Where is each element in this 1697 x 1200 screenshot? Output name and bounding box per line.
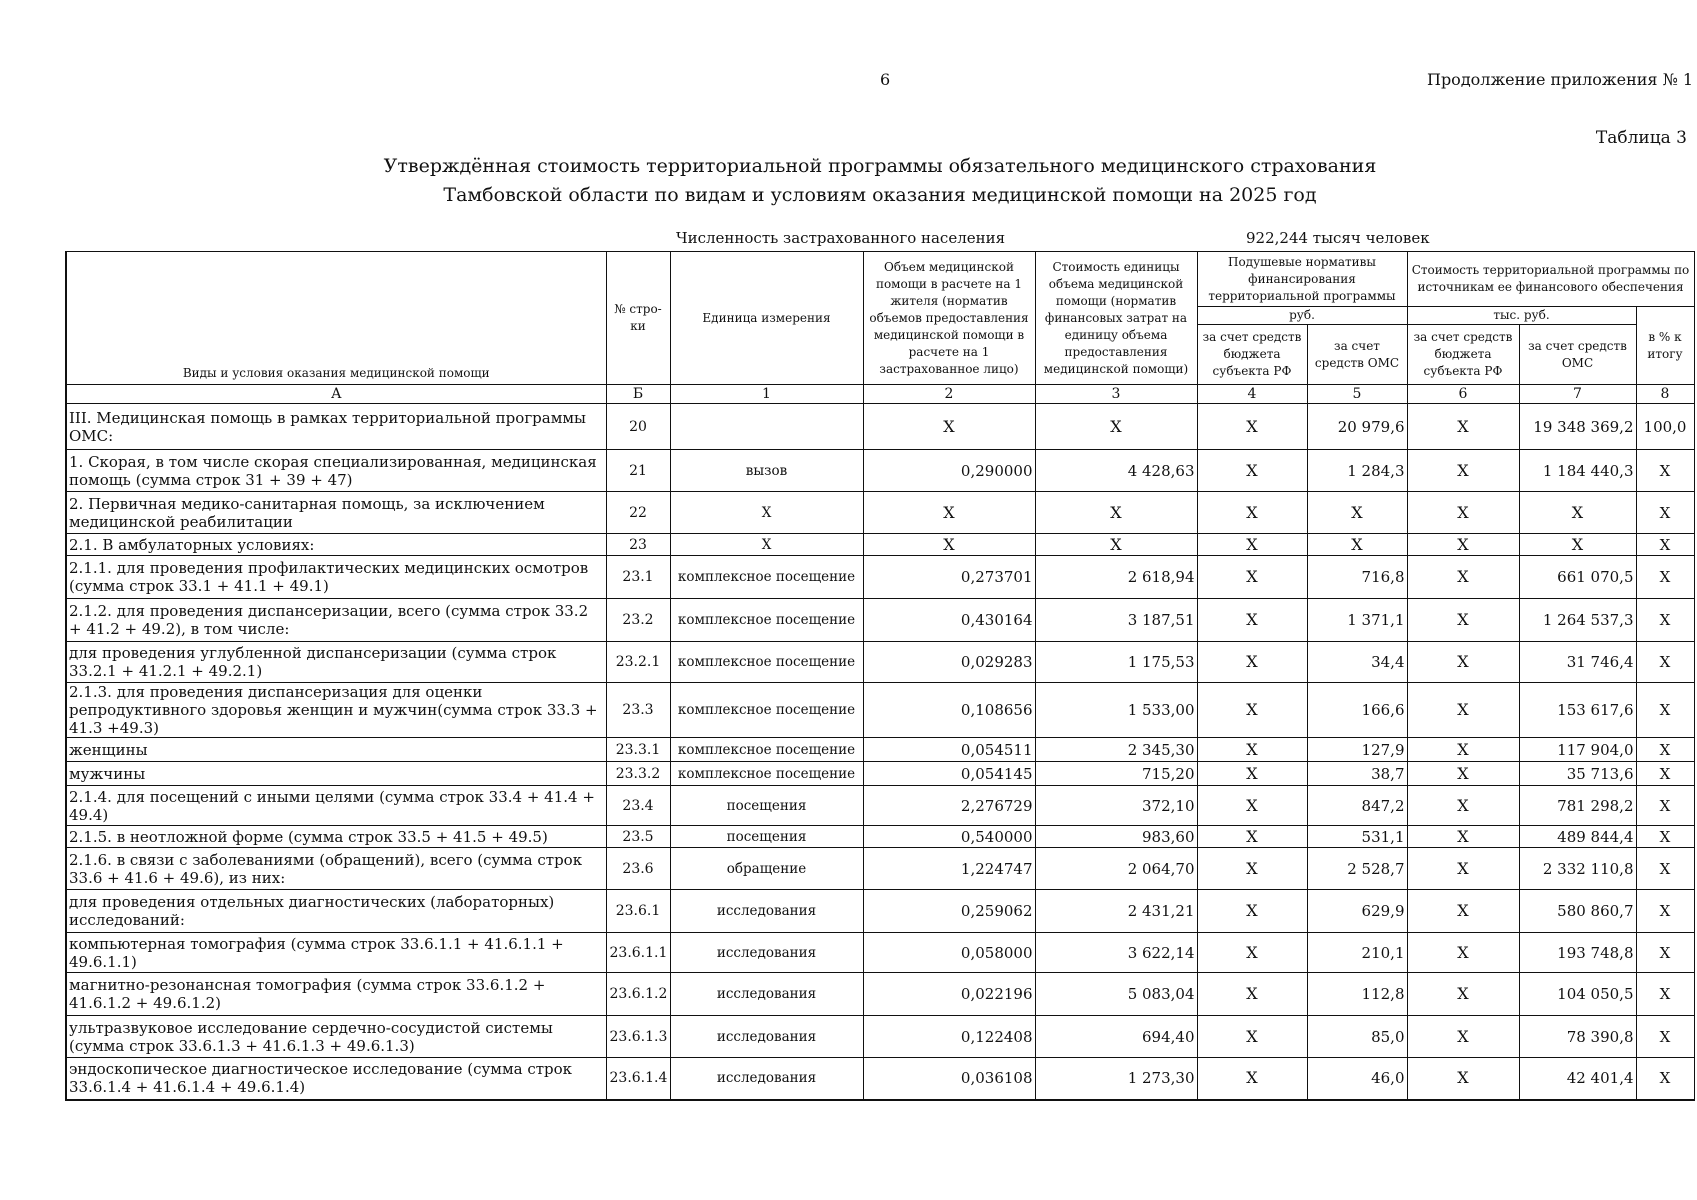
row-unit-cost: 1 273,30 (1035, 1058, 1197, 1100)
header-cost-budget: за счет средств бюджета субъекта РФ (1407, 325, 1519, 385)
row-volume: 0,029283 (863, 642, 1035, 683)
column-letter: Б (606, 385, 670, 404)
row-cost-budget: X (1407, 450, 1519, 492)
row-unit: комплексное посещение (670, 599, 863, 642)
row-cost-budget: X (1407, 556, 1519, 599)
row-cost-oms: 1 184 440,3 (1519, 450, 1636, 492)
row-cost-budget: X (1407, 762, 1519, 786)
row-per-capita-oms: 716,8 (1307, 556, 1407, 599)
row-cost-pct: X (1636, 933, 1694, 973)
row-per-capita-oms: 1 284,3 (1307, 450, 1407, 492)
row-cost-pct: X (1636, 1058, 1694, 1100)
row-volume: 0,290000 (863, 450, 1035, 492)
row-code: 21 (606, 450, 670, 492)
row-cost-pct: X (1636, 599, 1694, 642)
row-cost-pct: X (1636, 762, 1694, 786)
row-unit-cost: X (1035, 492, 1197, 534)
column-letter: 8 (1636, 385, 1694, 404)
table-body (66, 404, 1694, 1100)
header-name: Виды и условия оказания медицинской помощи (66, 252, 606, 385)
row-per-capita-oms: 85,0 (1307, 1016, 1407, 1058)
column-letters-row (66, 385, 1694, 404)
row-cost-budget: X (1407, 973, 1519, 1016)
row-per-capita-budget: X (1197, 556, 1307, 599)
row-cost-pct: 100,0 (1636, 404, 1694, 450)
table-row (66, 848, 1694, 890)
header-unit-cost: Стоимость единицы объема медицинской помощи (норматив финансовых затрат на единицу объема предоставления медицинской помощи) (1035, 252, 1197, 385)
row-cost-oms: 42 401,4 (1519, 1058, 1636, 1100)
row-per-capita-oms: 2 528,7 (1307, 848, 1407, 890)
row-name: 2.1.5. в неотложной форме (сумма строк 33.5 + 41.5 + 49.5) (66, 826, 606, 848)
row-cost-oms: X (1519, 492, 1636, 534)
row-unit: исследования (670, 1016, 863, 1058)
row-per-capita-oms: 629,9 (1307, 890, 1407, 933)
row-code: 23.6 (606, 848, 670, 890)
row-unit-cost: 5 083,04 (1035, 973, 1197, 1016)
row-code: 23.3.2 (606, 762, 670, 786)
row-code: 23.6.1.1 (606, 933, 670, 973)
header-per-capita-budget: за счет средств бюджета субъекта РФ (1197, 325, 1307, 385)
table-row (66, 786, 1694, 826)
header-cost-unit: тыс. руб. (1407, 307, 1636, 325)
row-per-capita-budget: X (1197, 848, 1307, 890)
row-unit: комплексное посещение (670, 642, 863, 683)
row-unit: посещения (670, 786, 863, 826)
row-cost-oms: 193 748,8 (1519, 933, 1636, 973)
row-name: компьютерная томография (сумма строк 33.6.1.1 + 41.6.1.1 + 49.6.1.1) (66, 933, 606, 973)
row-cost-pct: X (1636, 786, 1694, 826)
row-cost-pct: X (1636, 492, 1694, 534)
table-row (66, 890, 1694, 933)
row-code: 23.2.1 (606, 642, 670, 683)
row-cost-oms: X (1519, 534, 1636, 556)
row-cost-oms: 35 713,6 (1519, 762, 1636, 786)
title-line-1: Утверждённая стоимость территориальной программы обязательного медицинского страхования (383, 155, 1377, 177)
page-number: 6 (880, 70, 891, 89)
column-letter: 4 (1197, 385, 1307, 404)
row-unit-cost: 3 622,14 (1035, 933, 1197, 973)
row-cost-budget: X (1407, 404, 1519, 450)
row-name: 1. Скорая, в том числе скорая специализированная, медицинская помощь (сумма строк 31 + 39 + 47) (66, 450, 606, 492)
row-unit-cost: 2 345,30 (1035, 738, 1197, 762)
population-label: Численность застрахованного населения (676, 229, 1006, 247)
row-cost-oms: 104 050,5 (1519, 973, 1636, 1016)
header-volume: Объем медицинской помощи в расчете на 1 жителя (норматив объемов предоставления медицинской помощи в расчете на 1 застрахованное лицо) (863, 252, 1035, 385)
row-per-capita-oms: X (1307, 534, 1407, 556)
row-code: 23 (606, 534, 670, 556)
row-cost-pct: X (1636, 534, 1694, 556)
row-code: 23.6.1 (606, 890, 670, 933)
row-cost-oms: 781 298,2 (1519, 786, 1636, 826)
row-cost-pct: X (1636, 973, 1694, 1016)
header-per-capita-oms: за счет средств ОМС (1307, 325, 1407, 385)
row-per-capita-budget: X (1197, 642, 1307, 683)
row-name: 2.1.1. для проведения профилактических медицинских осмотров (сумма строк 33.1 + 41.1 + 49.1) (66, 556, 606, 599)
table-row (66, 599, 1694, 642)
row-cost-pct: X (1636, 738, 1694, 762)
row-cost-pct: X (1636, 450, 1694, 492)
table-row (66, 642, 1694, 683)
row-per-capita-budget: X (1197, 404, 1307, 450)
row-name: 2. Первичная медико-санитарная помощь, за исключением медицинской реабилитации (66, 492, 606, 534)
row-code: 23.4 (606, 786, 670, 826)
row-name: для проведения углубленной диспансеризации (сумма строк 33.2.1 + 41.2.1 + 49.2.1) (66, 642, 606, 683)
row-unit: комплексное посещение (670, 683, 863, 738)
row-cost-pct: X (1636, 890, 1694, 933)
row-volume: 0,058000 (863, 933, 1035, 973)
row-per-capita-budget: X (1197, 786, 1307, 826)
header-row-no: № стро-ки (606, 252, 670, 385)
title-line-2: Тамбовской области по видам и условиям оказания медицинской помощи на 2025 год (443, 184, 1317, 206)
row-unit: обращение (670, 848, 863, 890)
row-per-capita-oms: 20 979,6 (1307, 404, 1407, 450)
row-cost-budget: X (1407, 683, 1519, 738)
row-volume: 0,540000 (863, 826, 1035, 848)
row-name: для проведения отдельных диагностических (лабораторных) исследований: (66, 890, 606, 933)
row-name: 2.1.4. для посещений с иными целями (сумма строк 33.4 + 41.4 + 49.4) (66, 786, 606, 826)
row-unit: комплексное посещение (670, 762, 863, 786)
row-cost-budget: X (1407, 933, 1519, 973)
row-per-capita-budget: X (1197, 973, 1307, 1016)
row-cost-pct: X (1636, 556, 1694, 599)
row-name: женщины (66, 738, 606, 762)
row-volume: 0,022196 (863, 973, 1035, 1016)
row-name: 2.1.2. для проведения диспансеризации, всего (сумма строк 33.2 + 41.2 + 49.2), в том числе: (66, 599, 606, 642)
table-row (66, 933, 1694, 973)
row-code: 23.6.1.4 (606, 1058, 670, 1100)
row-unit-cost: 2 618,94 (1035, 556, 1197, 599)
row-cost-budget: X (1407, 599, 1519, 642)
table-row (66, 556, 1694, 599)
column-letter: 3 (1035, 385, 1197, 404)
row-unit-cost: 983,60 (1035, 826, 1197, 848)
row-cost-oms: 2 332 110,8 (1519, 848, 1636, 890)
row-per-capita-oms: 112,8 (1307, 973, 1407, 1016)
table-row (66, 1058, 1694, 1100)
header-unit: Единица измерения (670, 252, 863, 385)
row-unit-cost: 4 428,63 (1035, 450, 1197, 492)
row-volume: 0,273701 (863, 556, 1035, 599)
row-code: 23.1 (606, 556, 670, 599)
table-row (66, 973, 1694, 1016)
row-code: 23.5 (606, 826, 670, 848)
row-volume: 0,108656 (863, 683, 1035, 738)
row-code: 23.6.1.2 (606, 973, 670, 1016)
column-letter: 2 (863, 385, 1035, 404)
row-name: эндоскопическое диагностическое исследование (сумма строк 33.6.1.4 + 41.6.1.4 + 49.6.1.4) (66, 1058, 606, 1100)
row-per-capita-oms: X (1307, 492, 1407, 534)
row-unit-cost: 2 064,70 (1035, 848, 1197, 890)
row-volume: 2,276729 (863, 786, 1035, 826)
row-unit-cost: X (1035, 404, 1197, 450)
row-per-capita-budget: X (1197, 1058, 1307, 1100)
row-name: 2.1. В амбулаторных условиях: (66, 534, 606, 556)
row-code: 23.6.1.3 (606, 1016, 670, 1058)
row-unit (670, 404, 863, 450)
header-cost-pct: в % к итогу (1636, 307, 1694, 385)
document-title (330, 152, 1430, 210)
row-unit: комплексное посещение (670, 738, 863, 762)
row-volume: 1,224747 (863, 848, 1035, 890)
row-cost-budget: X (1407, 738, 1519, 762)
row-name: ультразвуковое исследование сердечно-сосудистой системы (сумма строк 33.6.1.3 + 41.6.1.3 + 49.6.1.3) (66, 1016, 606, 1058)
row-name: магнитно-резонансная томография (сумма строк 33.6.1.2 + 41.6.1.2 + 49.6.1.2) (66, 973, 606, 1016)
row-volume: 0,430164 (863, 599, 1035, 642)
row-per-capita-budget: X (1197, 762, 1307, 786)
row-unit: исследования (670, 890, 863, 933)
row-cost-oms: 1 264 537,3 (1519, 599, 1636, 642)
row-per-capita-oms: 38,7 (1307, 762, 1407, 786)
row-per-capita-budget: X (1197, 890, 1307, 933)
row-cost-oms: 661 070,5 (1519, 556, 1636, 599)
row-cost-budget: X (1407, 848, 1519, 890)
row-name: мужчины (66, 762, 606, 786)
row-per-capita-oms: 166,6 (1307, 683, 1407, 738)
row-volume: 0,054511 (863, 738, 1035, 762)
row-unit: комплексное посещение (670, 556, 863, 599)
column-letter: 1 (670, 385, 863, 404)
table-label: Таблица 3 (1595, 128, 1687, 148)
row-cost-pct: X (1636, 642, 1694, 683)
table-row (66, 1016, 1694, 1058)
row-per-capita-oms: 210,1 (1307, 933, 1407, 973)
row-unit-cost: 1 175,53 (1035, 642, 1197, 683)
table-row (66, 826, 1694, 848)
row-per-capita-budget: X (1197, 933, 1307, 973)
table-row (66, 738, 1694, 762)
row-cost-pct: X (1636, 1016, 1694, 1058)
row-per-capita-budget: X (1197, 826, 1307, 848)
row-volume: 0,259062 (863, 890, 1035, 933)
row-unit-cost: 1 533,00 (1035, 683, 1197, 738)
table-row (66, 683, 1694, 738)
population-line (0, 229, 1697, 249)
row-code: 23.3.1 (606, 738, 670, 762)
row-cost-oms: 153 617,6 (1519, 683, 1636, 738)
row-unit: исследования (670, 1058, 863, 1100)
row-unit-cost: 372,10 (1035, 786, 1197, 826)
row-per-capita-oms: 1 371,1 (1307, 599, 1407, 642)
header-per-capita-unit: руб. (1197, 307, 1407, 325)
header-cost-oms: за счет средств ОМС (1519, 325, 1636, 385)
row-unit: исследования (670, 973, 863, 1016)
row-volume: X (863, 492, 1035, 534)
row-cost-budget: X (1407, 890, 1519, 933)
row-cost-oms: 78 390,8 (1519, 1016, 1636, 1058)
row-unit: посещения (670, 826, 863, 848)
row-cost-oms: 117 904,0 (1519, 738, 1636, 762)
row-unit-cost: 2 431,21 (1035, 890, 1197, 933)
row-cost-oms: 580 860,7 (1519, 890, 1636, 933)
row-code: 22 (606, 492, 670, 534)
row-name: 2.1.3. для проведения диспансеризация для оценки репродуктивного здоровья женщин и мужчин(сумма строк 33.3 + 41.3 +49.3) (66, 683, 606, 738)
row-per-capita-oms: 34,4 (1307, 642, 1407, 683)
cost-table (65, 251, 1695, 1101)
row-per-capita-budget: X (1197, 492, 1307, 534)
continuation-note: Продолжение приложения № 1 (1426, 70, 1693, 89)
row-cost-budget: X (1407, 492, 1519, 534)
row-per-capita-budget: X (1197, 599, 1307, 642)
row-per-capita-budget: X (1197, 450, 1307, 492)
table-row (66, 450, 1694, 492)
row-unit: X (670, 492, 863, 534)
row-name: III. Медицинская помощь в рамках территориальной программы ОМС: (66, 404, 606, 450)
row-per-capita-oms: 46,0 (1307, 1058, 1407, 1100)
row-per-capita-budget: X (1197, 1016, 1307, 1058)
row-name: 2.1.6. в связи с заболеваниями (обращений), всего (сумма строк 33.6 + 41.6 + 49.6), из них: (66, 848, 606, 890)
row-cost-budget: X (1407, 534, 1519, 556)
row-cost-pct: X (1636, 683, 1694, 738)
row-cost-pct: X (1636, 848, 1694, 890)
row-per-capita-oms: 127,9 (1307, 738, 1407, 762)
row-cost-oms: 31 746,4 (1519, 642, 1636, 683)
table-row (66, 404, 1694, 450)
row-volume: X (863, 404, 1035, 450)
row-unit-cost: 3 187,51 (1035, 599, 1197, 642)
table-row (66, 762, 1694, 786)
table-row (66, 492, 1694, 534)
header-per-capita: Подушевые нормативы финансирования территориальной программы (1197, 252, 1407, 307)
table-row (66, 534, 1694, 556)
row-volume: X (863, 534, 1035, 556)
row-unit-cost: 715,20 (1035, 762, 1197, 786)
row-volume: 0,122408 (863, 1016, 1035, 1058)
row-unit: вызов (670, 450, 863, 492)
row-unit-cost: X (1035, 534, 1197, 556)
row-cost-budget: X (1407, 786, 1519, 826)
row-code: 23.3 (606, 683, 670, 738)
row-code: 20 (606, 404, 670, 450)
row-unit-cost: 694,40 (1035, 1016, 1197, 1058)
row-cost-budget: X (1407, 642, 1519, 683)
row-unit: исследования (670, 933, 863, 973)
row-cost-budget: X (1407, 1016, 1519, 1058)
row-cost-budget: X (1407, 1058, 1519, 1100)
row-cost-pct: X (1636, 826, 1694, 848)
row-unit: X (670, 534, 863, 556)
row-volume: 0,054145 (863, 762, 1035, 786)
header-program-cost: Стоимость территориальной программы по источникам ее финансового обеспечения (1407, 252, 1694, 307)
row-code: 23.2 (606, 599, 670, 642)
row-per-capita-budget: X (1197, 683, 1307, 738)
row-per-capita-budget: X (1197, 534, 1307, 556)
row-per-capita-oms: 531,1 (1307, 826, 1407, 848)
row-cost-budget: X (1407, 826, 1519, 848)
population-value: 922,244 тысяч человек (1246, 229, 1430, 247)
row-cost-oms: 489 844,4 (1519, 826, 1636, 848)
column-letter: 5 (1307, 385, 1407, 404)
row-per-capita-budget: X (1197, 738, 1307, 762)
row-volume: 0,036108 (863, 1058, 1035, 1100)
column-letter: 6 (1407, 385, 1519, 404)
row-per-capita-oms: 847,2 (1307, 786, 1407, 826)
column-letter: А (66, 385, 606, 404)
column-letter: 7 (1519, 385, 1636, 404)
row-cost-oms: 19 348 369,2 (1519, 404, 1636, 450)
